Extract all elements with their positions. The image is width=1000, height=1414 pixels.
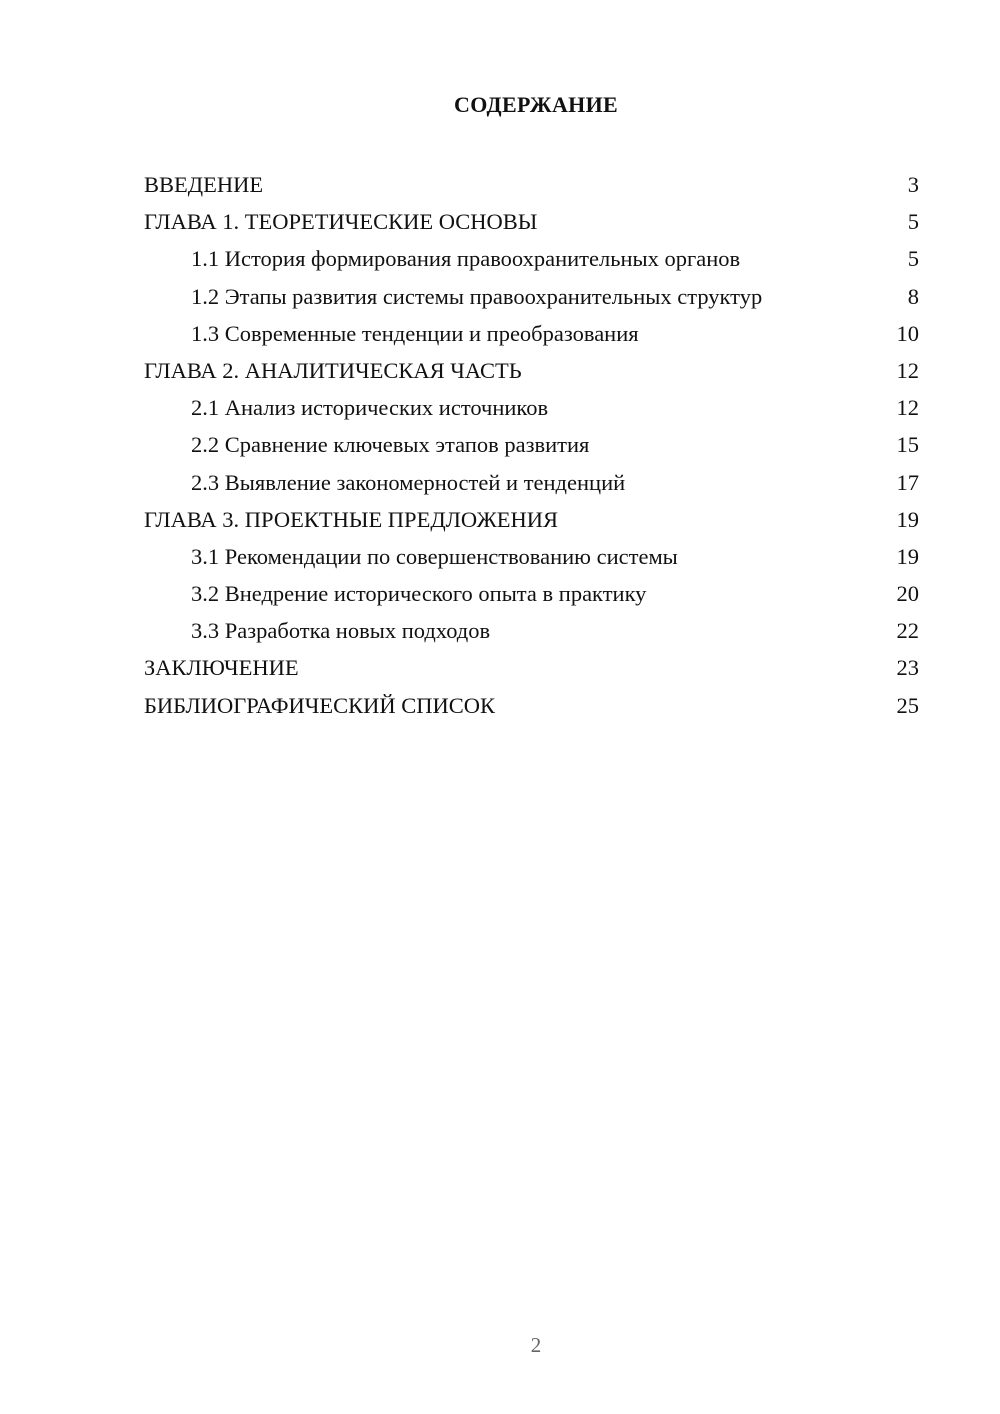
toc-subentry [144,538,919,575]
toc-subentry [144,612,919,649]
toc-subentry [144,278,919,315]
toc-subentry [144,426,919,463]
toc-subentry [144,240,919,277]
toc-entry-page: 19 [896,543,919,569]
toc-entry [144,203,919,240]
toc-entry-label: ЗАКЛЮЧЕНИЕ [144,655,299,681]
toc-entry-label: 1.3 Современные тенденции и преобразования [191,320,639,346]
toc-entry-label: 2.1 Анализ исторических источников [191,395,549,421]
toc-entry [144,352,919,389]
page-number: 2 [530,1333,542,1357]
toc-entry-page: 15 [896,432,919,458]
toc-entry [144,501,919,538]
toc-entry-label: ГЛАВА 2. АНАЛИТИЧЕСКАЯ ЧАСТЬ [144,357,522,383]
toc-entry-label: 3.3 Разработка новых подходов [191,618,491,644]
toc-entry-label: ГЛАВА 1. ТЕОРЕТИЧЕСКИЕ ОСНОВЫ [144,209,538,235]
toc-entry-page: 22 [896,618,919,644]
toc-entry-page: 25 [896,692,919,718]
toc-entry-label: 2.3 Выявление закономерностей и тенденций [191,469,626,495]
toc-entry-page: 23 [896,655,919,681]
toc-entry-page: 5 [907,209,919,235]
toc-entry-label: ГЛАВА 3. ПРОЕКТНЫЕ ПРЕДЛОЖЕНИЯ [144,506,559,532]
toc-entry-page: 3 [907,172,919,197]
toc-entry-page: 12 [896,395,919,421]
toc-entry-label: ВВЕДЕНИЕ [144,172,264,197]
toc-entry-label: 2.2 Сравнение ключевых этапов развития [191,432,590,458]
toc-entry-page: 10 [896,320,919,346]
toc-entry-page: 8 [907,283,919,309]
toc-entry-label: 3.1 Рекомендации по совершенствованию системы [191,543,678,569]
toc-title: СОДЕРЖАНИЕ [454,92,618,117]
toc-entry [144,649,919,686]
toc-entry-page: 12 [896,357,919,383]
toc-entry-label: 1.2 Этапы развития системы правоохранительных структур [191,283,763,309]
toc-subentry [144,315,919,352]
toc-subentry [144,464,919,501]
table-of-contents [144,166,919,724]
toc-subentry [144,389,919,426]
toc-entry-label: БИБЛИОГРАФИЧЕСКИЙ СПИСОК [144,692,496,718]
toc-entry [144,687,919,724]
toc-subentry [144,575,919,612]
toc-entry-page: 20 [896,581,919,607]
toc-entry-page: 5 [907,246,919,272]
toc-entry-page: 17 [896,469,919,495]
toc-entry [144,166,919,203]
toc-entry-label: 1.1 История формирования правоохранительных органов [191,246,741,272]
toc-entry-label: 3.2 Внедрение исторического опыта в практику [191,581,647,607]
toc-entry-page: 19 [896,506,919,532]
